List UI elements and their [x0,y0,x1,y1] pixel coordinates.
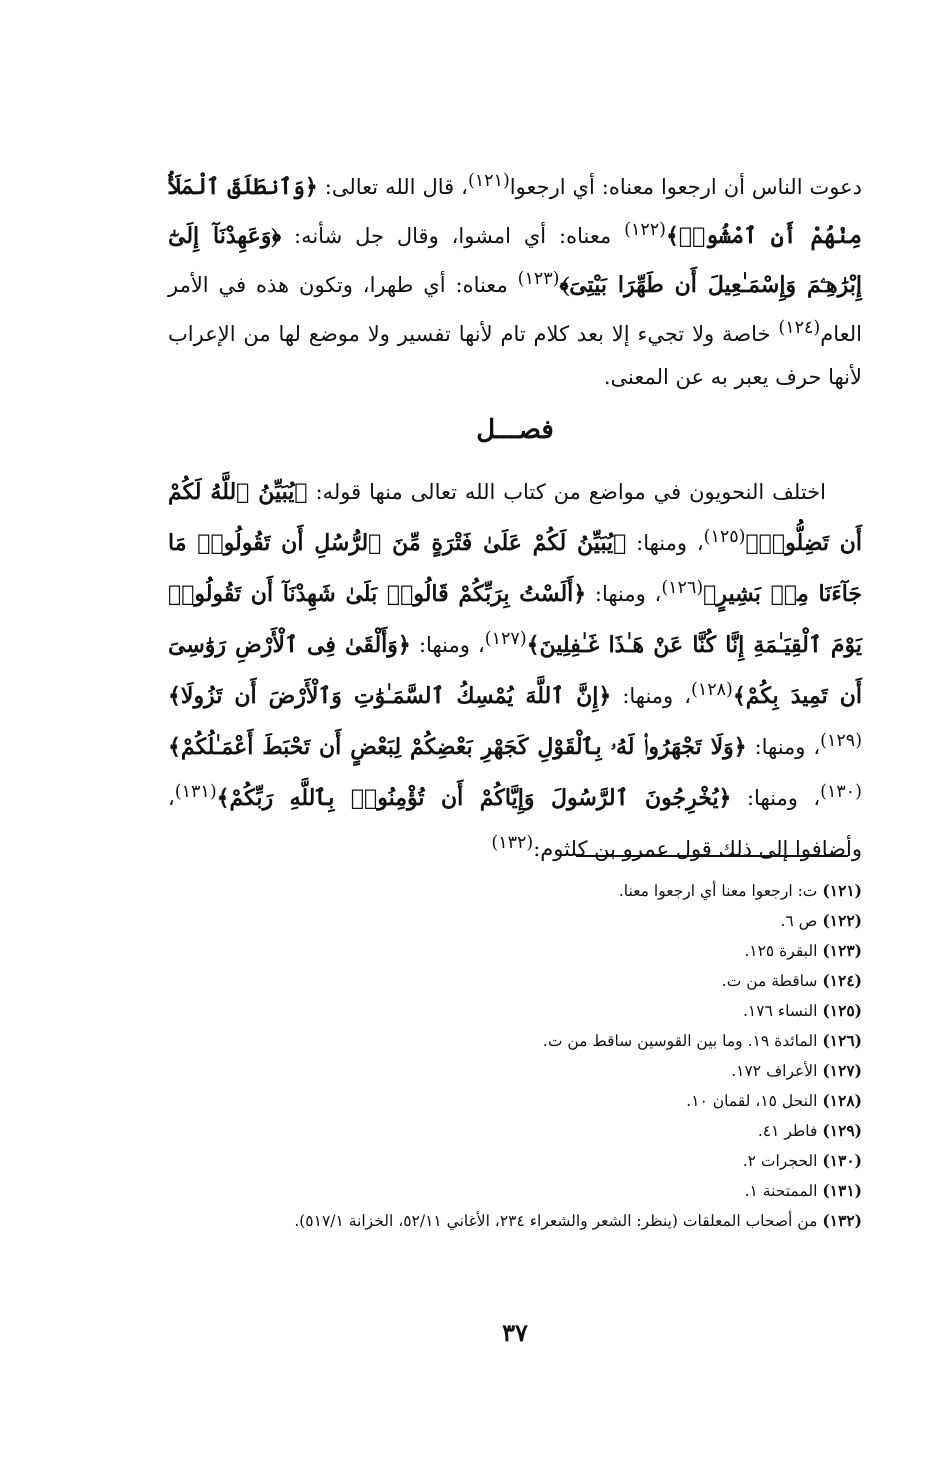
footnote-item [168,1146,862,1176]
footnote-text: من أصحاب المعلقات (ينظر: الشعر والشعراء ٢٣٤، الأغاني ٥٢/١١، الخزانة ٥١٧/١). [294,1212,818,1230]
footnote-number: (١٢٥) [822,1001,862,1020]
footnote-item [168,1206,862,1236]
footnote-ref[interactable]: (١٢٣) [517,269,560,289]
footnote-number: (١٢٩) [822,1121,862,1140]
footnote-number: (١٢٣) [822,941,862,960]
quran-verse: ﴿يُبَيِّنُ لَكُمْ عَلَىٰ فَتْرَةٍ مِّنَ ٱلرُّسُلِ أَن تَقُولُوا۟ مَا جَآءَنَا مِنۢ بَشِيرٍ﴾ [168,530,862,607]
quran-verse: ﴿وَأَلْقَىٰ فِى ٱلْأَرْضِ رَوَٰسِىَ أَن تَمِيدَ بِكُمْ﴾ [168,632,863,709]
footnote-ref[interactable]: (١٢٥) [703,527,746,547]
footnote-item [168,1026,862,1056]
text-segment: ، ومنها: [611,684,692,708]
footnote-ref[interactable]: (١٢٧) [484,629,527,649]
section-heading: فصـــل [476,415,554,445]
footnote-text: الأعراف ١٧٢. [731,1062,818,1080]
footnote-number: (١٣٠) [822,1151,862,1170]
footnote-ref[interactable]: (١٢٢) [624,220,666,240]
footnote-item [168,966,862,996]
footnote-number: (١٢٨) [822,1091,862,1110]
footnote-ref[interactable]: (١٢١) [467,171,510,191]
footnote-text: ص ٦. [780,912,818,930]
footnote-number: (١٢٧) [822,1061,862,1080]
page-number: ٣٧ [502,1318,528,1347]
text-segment: ، ومنها: [626,531,704,555]
footnote-text: المائدة ١٩. وما بين القوسين ساقط من ت. [542,1032,818,1050]
paragraph-2 [168,470,862,872]
footnote-item [168,1086,862,1116]
text-segment: خاصة ولا تجيء إلا بعد كلام تام لأنها تفسير ولا موضع لها من الإعراب لأنها حرف يعبر به عن المعنى. [168,322,862,389]
text-segment: ، ومنها: [731,786,821,810]
text-segment: معناه: أي امشوا، وقال جل شأنه: [281,224,625,248]
text-segment: ، وأضافوا إلى ذلك قول عمرو بن كلثوم: [168,786,862,861]
quran-verse: ﴿وَٱنطَلَقَ ٱلْمَلَأُ مِنْهُمْ أَنِ ٱمْشُوا۟﴾ [168,174,863,249]
footnote-number: (١٢٢) [822,911,862,930]
footnote-ref[interactable]: (١٢٨) [691,680,733,700]
quran-verse: ﴿أَلَسْتُ بِرَبِّكُمْ قَالُوا۟ بَلَىٰ شَهِدْنَآ أَن تَقُولُوا۟ يَوْمَ ٱلْقِيَـٰمَةِ إِنَّا كُنَّا عَنْ هَـٰذَا غَـٰفِلِينَ﴾ [168,581,862,658]
footnote-number: (١٢١) [822,881,862,900]
book-page [168,0,862,1470]
footnotes-list [168,876,862,1236]
footnote-text: النساء ١٧٦. [742,1002,818,1020]
text-segment: ، قال الله تعالى: [317,175,468,199]
footnote-text: النحل ١٥، لقمان ١٠. [686,1092,818,1110]
footnote-text: فاطر ٤١. [757,1122,818,1140]
quran-verse: ﴿يُخْرِجُونَ ٱلرَّسُولَ وَإِيَّاكُمْ أَن تُؤْمِنُوا۟ بِٱللَّهِ رَبِّكُمْ﴾ [216,785,732,811]
footnote-number: (١٢٤) [822,971,862,990]
footnote-item [168,936,862,966]
text-segment: ، ومنها: [586,582,662,606]
footnote-ref[interactable]: (١٣٠) [820,782,862,802]
footnote-number: (١٣٢) [822,1211,862,1230]
footnote-text: البقرة ١٢٥. [744,942,818,960]
quran-verse: ﴿إِنَّ ٱللَّهَ يُمْسِكُ ٱلسَّمَـٰوَٰتِ وَٱلْأَرْضَ أَن تَزُولَا﴾ [168,683,612,709]
quran-verse: ﴿وَلَا تَجْهَرُوا۟ لَهُۥ بِٱلْقَوْلِ كَجَهْرِ بَعْضِكُمْ لِبَعْضٍ أَن تَحْبَطَ أَعْمَـٰلُكُمْ﴾ [168,734,747,760]
footnote-ref[interactable]: (١٢٩) [820,731,863,751]
footnote-item [168,876,862,906]
footnote-item [168,906,862,936]
footnote-number: (١٢٦) [822,1031,862,1050]
footnote-number: (١٣١) [822,1181,862,1200]
footnote-item [168,996,862,1026]
footnote-divider [576,855,848,857]
footnote-ref[interactable]: (١٢٤) [778,318,821,338]
quran-verse: ﴿وَعَهِدْنَآ إِلَىٰٓ إِبْرَٰهِـۧمَ وَإِسْمَـٰعِيلَ أَن طَهِّرَا بَيْتِىَ﴾ [168,223,862,298]
footnote-text: ساقطة من ت. [721,972,818,990]
footnote-ref[interactable]: (١٣٢) [491,833,534,853]
text-segment: ، ومنها: [410,633,485,657]
text-segment: اختلف النحويون في مواضع من كتاب الله تعالى منها قوله: [307,480,826,504]
text-segment: ، ومنها: [746,735,821,759]
paragraph-1 [168,160,862,399]
footnote-text: ت: ارجعوا معنا أي ارجعوا معنا. [618,882,818,900]
footnote-text: الحجرات ٢. [742,1152,818,1170]
footnote-item [168,1056,862,1086]
text-segment: معناه: أي طهرا، وتكون هذه في الأمر العام [168,273,862,346]
footnote-text: الممتحنة ١. [744,1182,818,1200]
footnote-item [168,1176,862,1206]
quran-verse: ﴿يُبَيِّنُ ٱللَّهُ لَكُمْ أَن تَضِلُّوا۟﴾ [168,479,863,556]
footnote-ref[interactable]: (١٣١) [174,782,217,802]
footnote-item [168,1116,862,1146]
footnote-ref[interactable]: (١٢٦) [661,578,704,598]
text-segment: دعوت الناس أن ارجعوا معناه: أي ارجعوا [509,175,863,199]
